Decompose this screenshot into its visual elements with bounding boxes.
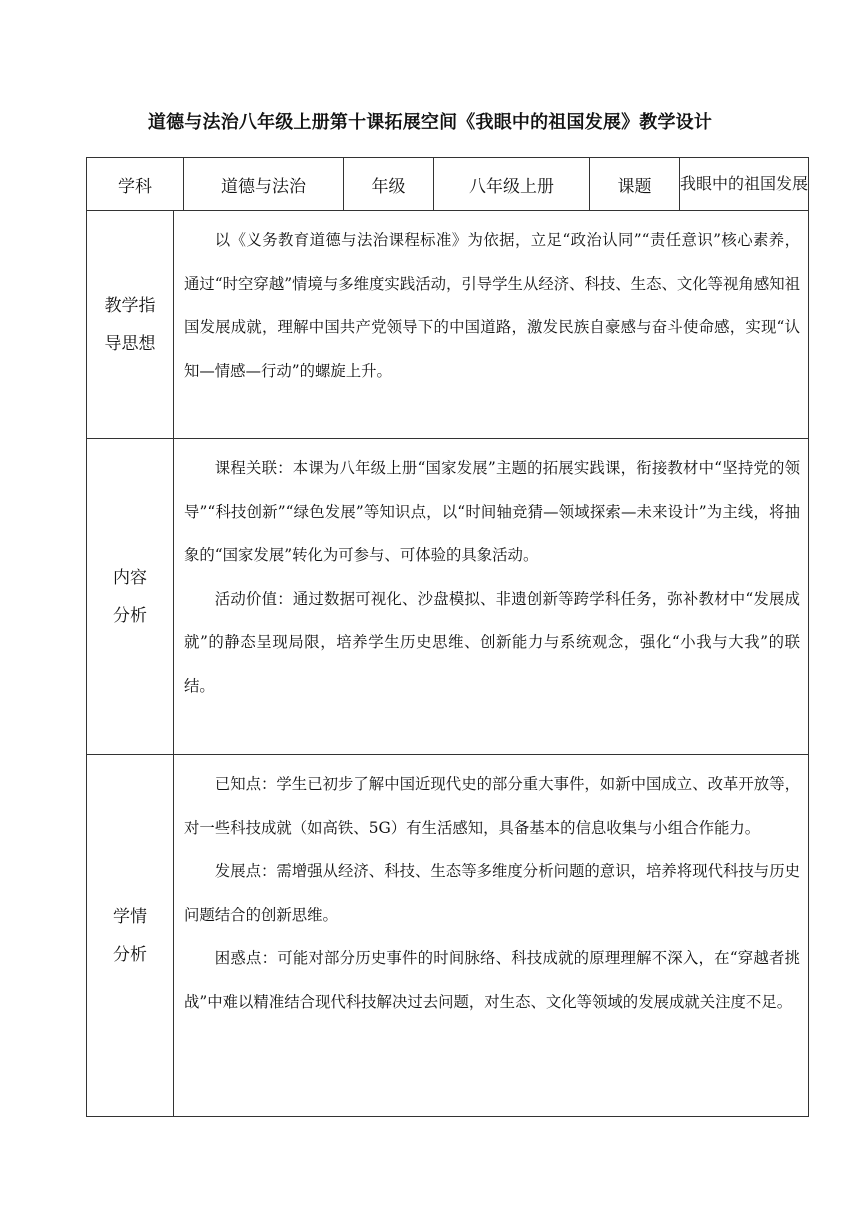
content-analysis-label [87, 439, 174, 755]
label-line: 导思想 [104, 333, 156, 354]
lesson-design-table [86, 157, 809, 1117]
learner-analysis-label [87, 755, 174, 1117]
subject-label: 学科 [87, 158, 184, 211]
paragraph: 已知点：学生已初步了解中国近现代史的部分重大事件，如新中国成立、改革开放等，对一些科技成就（如高铁、5G）有生活感知，具备基本的信息收集与小组合作能力。 [184, 775, 800, 837]
label-line: 内容 [113, 567, 147, 588]
document-title: 道德与法治八年级上册第十课拓展空间《我眼中的祖国发展》教学设计 [147, 112, 713, 133]
guiding-thought-label [87, 211, 174, 439]
content-analysis-row [87, 439, 809, 755]
paragraph: 困惑点：可能对部分历史事件的时间脉络、科技成就的原理理解不深入，在“穿越者挑战”中难以精准结合现代科技解决过去问题，对生态、文化等领域的发展成就关注度不足。 [184, 949, 800, 1011]
label-line: 教学指 [104, 295, 156, 316]
learner-analysis-row [87, 755, 809, 1117]
subject-value: 道德与法治 [184, 158, 344, 211]
learner-analysis-content [174, 755, 809, 1117]
guiding-thought-row [87, 211, 809, 439]
grade-value: 八年级上册 [434, 158, 590, 211]
topic-label: 课题 [590, 158, 680, 211]
header-row [87, 158, 809, 211]
paragraph: 发展点：需增强从经济、科技、生态等多维度分析问题的意识，培养将现代科技与历史问题结合的创新思维。 [184, 862, 800, 924]
label-line: 分析 [113, 944, 147, 965]
paragraph: 课程关联：本课为八年级上册“国家发展”主题的拓展实践课，衔接教材中“坚持党的领导”“科技创新”“绿色发展”等知识点，以“时间轴竞猜—领域探索—未来设计”为主线，将抽象的“国家发展”转化为可参与、可体验的具象活动。 [184, 459, 800, 564]
grade-label: 年级 [344, 158, 434, 211]
paragraph: 活动价值：通过数据可视化、沙盘模拟、非遗创新等跨学科任务，弥补教材中“发展成就”的静态呈现局限，培养学生历史思维、创新能力与系统观念，强化“小我与大我”的联结。 [184, 589, 800, 695]
paragraph: 以《义务教育道德与法治课程标准》为依据，立足“政治认同”“责任意识”核心素养，通过“时空穿越”情境与多维度实践活动，引导学生从经济、科技、生态、文化等视角感知祖国发展成就，理解中国共产党领导下的中国道路，激发民族自豪感与奋斗使命感，实现“认知—情感—行动”的螺旋上升。 [184, 231, 800, 380]
topic-value: 我眼中的祖国发展 [680, 158, 809, 211]
label-line: 学情 [113, 906, 147, 927]
guiding-thought-content [174, 211, 809, 439]
content-analysis-content [174, 439, 809, 755]
label-line: 分析 [113, 605, 147, 626]
